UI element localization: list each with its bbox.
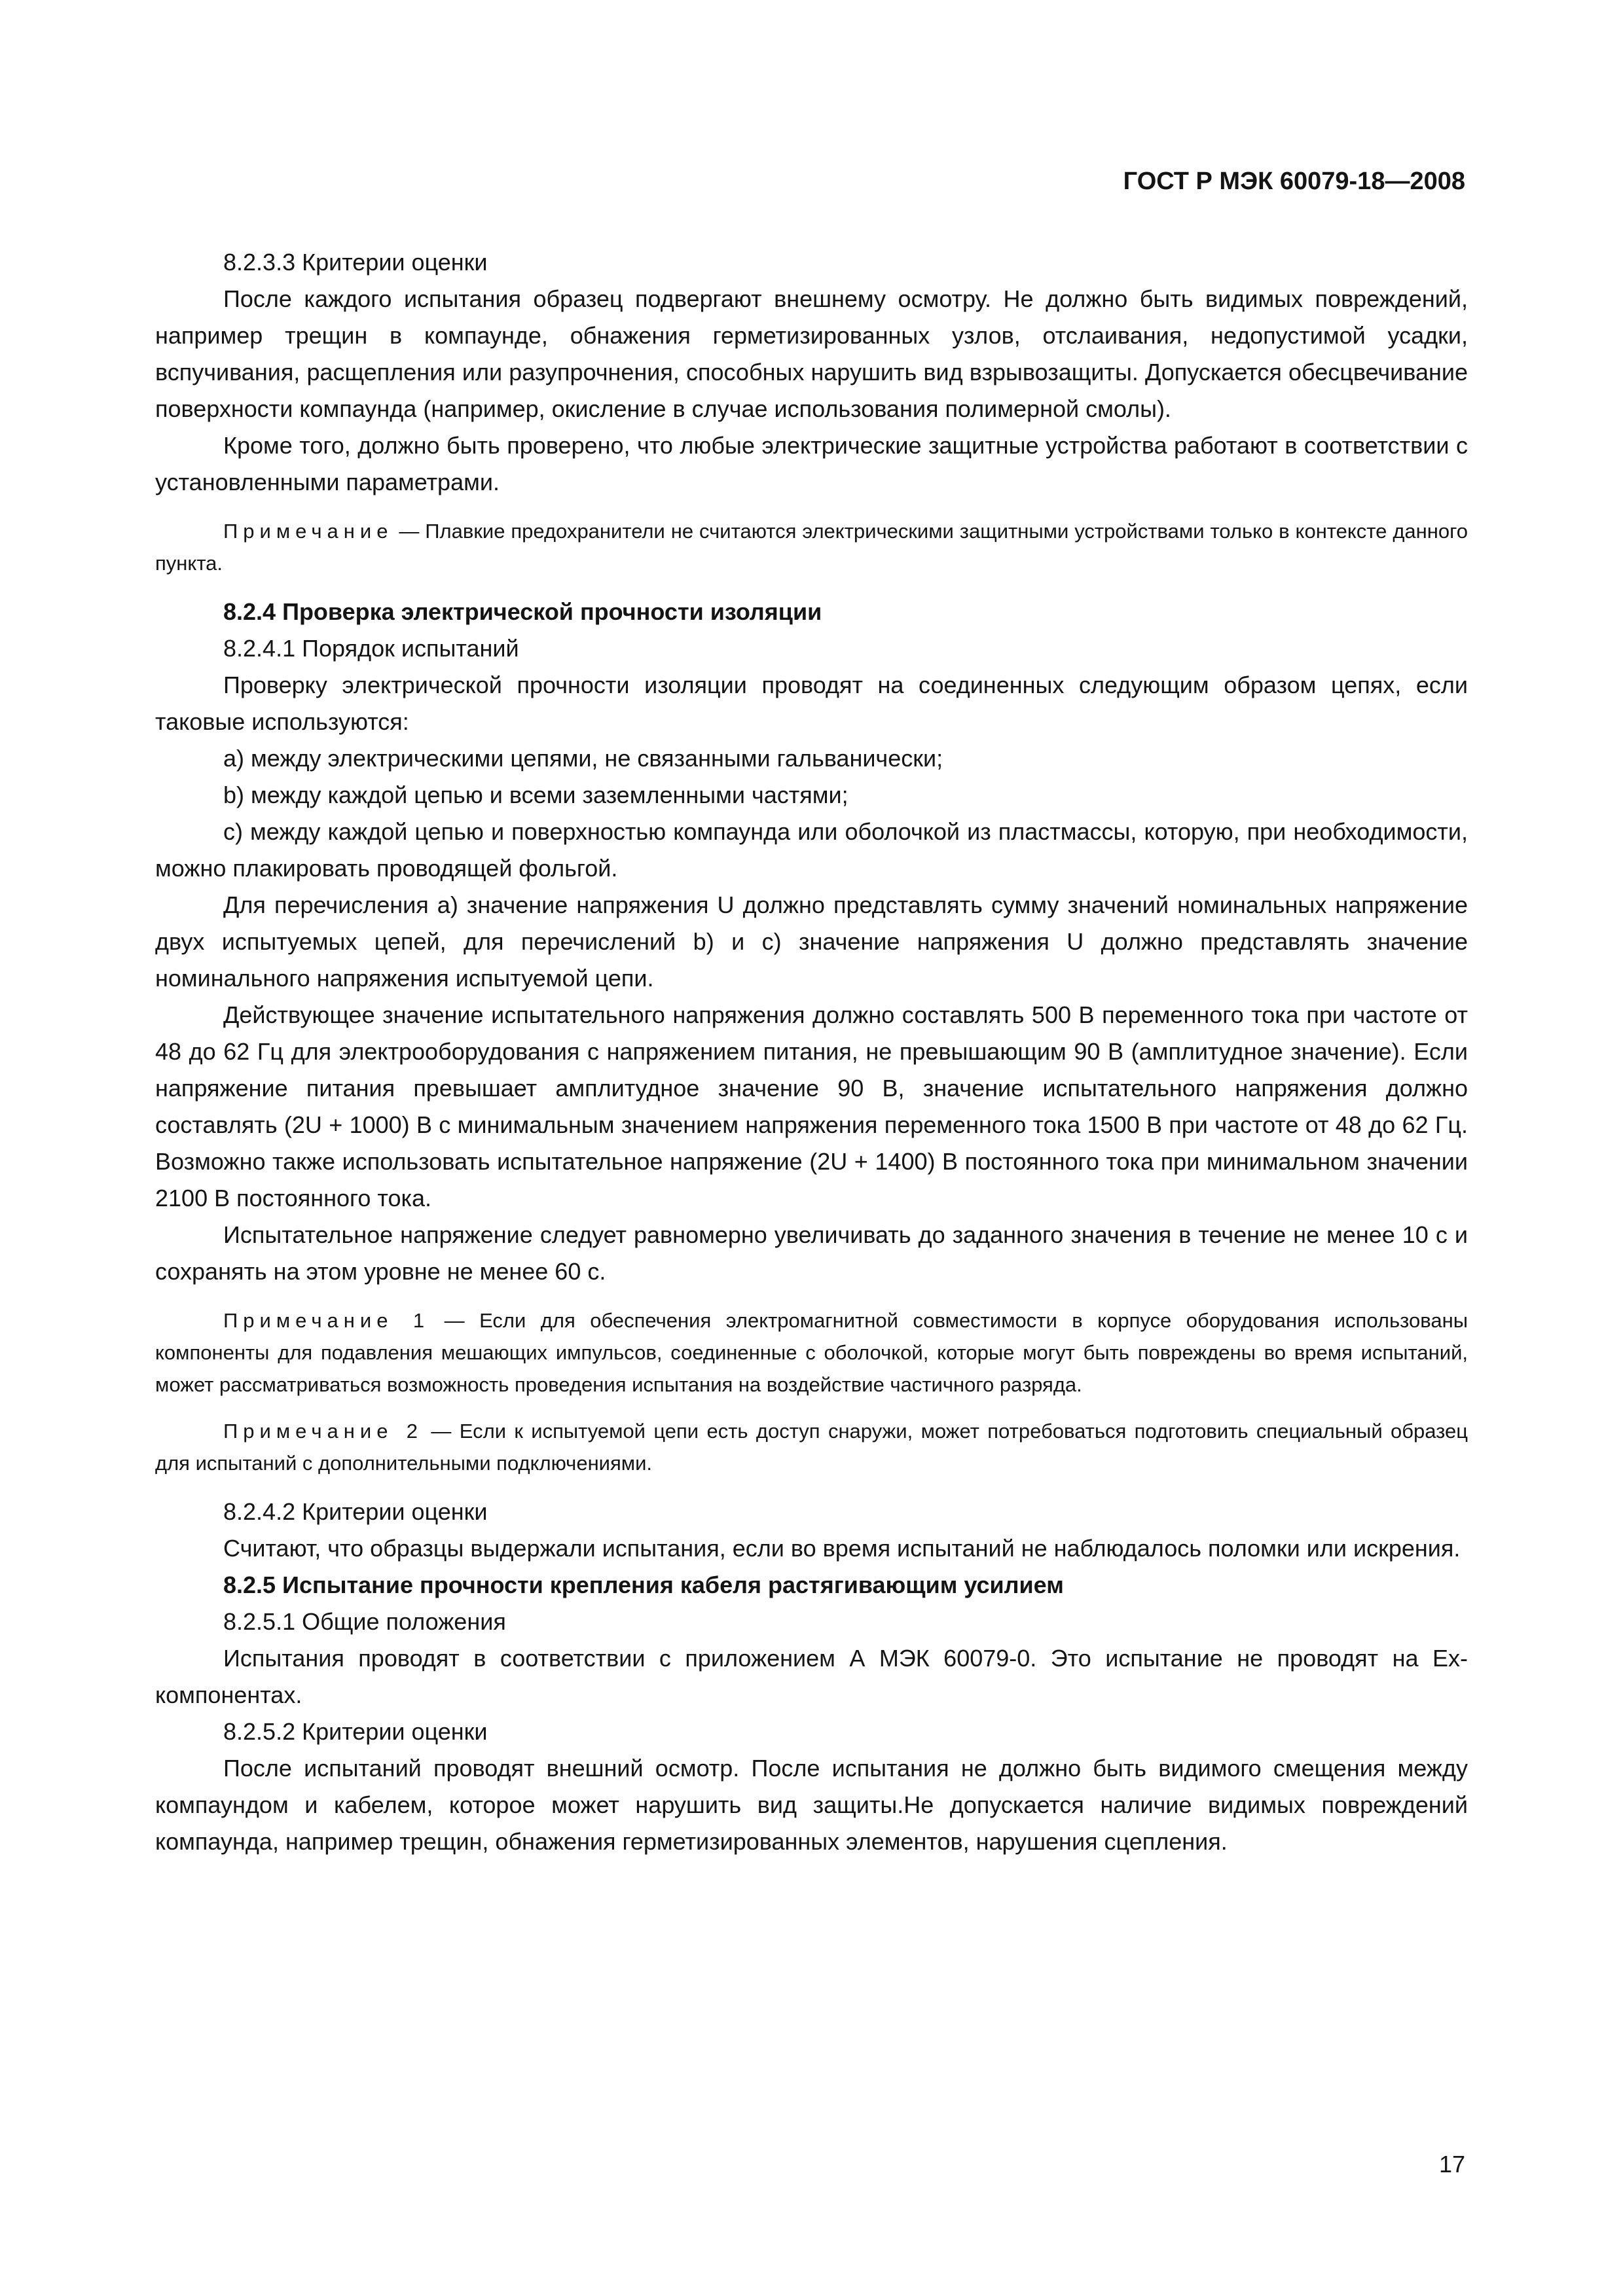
section-title-8-2-5-2: 8.2.5.2 Критерии оценки bbox=[223, 1718, 488, 1745]
section-heading-8-2-4: 8.2.4 Проверка электрической прочности изоляции bbox=[223, 598, 822, 625]
paragraph: Действующее значение испытательного напряжения должно составлять 500 В переменного тока при частоте от 48 до 62 Гц для электрооборудования с напряжением питания, не превышающим 90 В (амплитудное значение). Если напряжение питания превышает амплитудное значение 90 В, значение испытательного напряжения должно составлять (2U + 1000) В с минимальным значением напряжения переменного тока 1500 В при частоте от 48 до 62 Гц. Возможно также использовать испытательное напряжение (2U + 1400) В постоянного тока при минимальном значении 2100 В постоянного тока. bbox=[155, 1001, 1468, 1211]
note bbox=[155, 515, 1468, 579]
page-content bbox=[155, 244, 1468, 1860]
list-item-b: b) между каждой цепью и всеми заземленными частями; bbox=[223, 781, 848, 808]
paragraph: Испытательное напряжение следует равномерно увеличивать до заданного значения в течение не менее 10 с и сохранять на этом уровне не менее 60 с. bbox=[155, 1221, 1468, 1285]
note-text: — Если для обеспечения электромагнитной совместимости в корпусе оборудования использованы компоненты для подавления мешающих импульсов, соединенные с оболочкой, которые могут быть повреждены во время испытаний, может рассматриваться возможность проведения испытания на воздействие частичного разряда. bbox=[155, 1309, 1468, 1396]
page-number: 17 bbox=[1438, 2151, 1465, 2178]
note-label: Примечание 1 bbox=[223, 1309, 430, 1332]
paragraph: Кроме того, должно быть проверено, что любые электрические защитные устройства работают в соответствии с установленными параметрами. bbox=[155, 432, 1468, 495]
list-item-a: a) между электрическими цепями, не связанными гальванически; bbox=[223, 745, 943, 772]
section-title-8-2-4-2: 8.2.4.2 Критерии оценки bbox=[223, 1498, 488, 1525]
note-label: Примечание bbox=[223, 520, 393, 543]
note-label: Примечание 2 bbox=[223, 1420, 424, 1443]
paragraph: Для перечисления a) значение напряжения U должно представлять сумму значений номинальных напряжение двух испытуемых цепей, для перечислений b) и c) значение напряжения U должно представлять значение номинального напряжения испытуемой цепи. bbox=[155, 891, 1468, 992]
note-text: — Плавкие предохранители не считаются электрическими защитными устройствами только в контексте данного пункта. bbox=[155, 520, 1468, 575]
section-title-8-2-5-1: 8.2.5.1 Общие положения bbox=[223, 1608, 506, 1635]
note-text: — Если к испытуемой цепи есть доступ снаружи, может потребоваться подготовить специальный образец для испытаний с дополнительными подключениями. bbox=[155, 1420, 1468, 1475]
section-heading-8-2-5: 8.2.5 Испытание прочности крепления кабеля растягивающим усилием bbox=[223, 1571, 1064, 1598]
paragraph: Считают, что образцы выдержали испытания, если во время испытаний не наблюдалось поломки или искрения. bbox=[223, 1535, 1461, 1562]
section-title-8-2-4-1: 8.2.4.1 Порядок испытаний bbox=[223, 635, 519, 662]
document-code-header: ГОСТ Р МЭК 60079-18—2008 bbox=[1123, 168, 1465, 195]
paragraph: После испытаний проводят внешний осмотр. После испытания не должно быть видимого смещения между компаундом и кабелем, которое может нарушить вид защиты.Не допускается наличие видимых повреждений компаунда, например трещин, обнажения герметизированных элементов, нарушения сцепления. bbox=[155, 1755, 1468, 1855]
note bbox=[155, 1415, 1468, 1479]
paragraph: После каждого испытания образец подвергают внешнему осмотру. Не должно быть видимых повреждений, например трещин в компаунде, обнажения герметизированных узлов, отслаивания, недопустимой усадки, вспучивания, расщепления или разупрочнения, способных нарушить вид взрывозащиты. Допускается обесцвечивание поверхности компаунда (например, окисление в случае использования полимерной смолы). bbox=[155, 285, 1468, 422]
paragraph: Проверку электрической прочности изоляции проводят на соединенных следующим образом цепях, если таковые используются: bbox=[155, 672, 1468, 735]
section-title-8-2-3-3: 8.2.3.3 Критерии оценки bbox=[223, 249, 488, 276]
paragraph: Испытания проводят в соответствии с приложением А МЭК 60079-0. Это испытание не проводят на Ex-компонентах. bbox=[155, 1645, 1468, 1708]
note bbox=[155, 1304, 1468, 1401]
list-item-c: c) между каждой цепью и поверхностью компаунда или оболочкой из пластмассы, которую, при необходимости, можно плакировать проводящей фольгой. bbox=[155, 818, 1468, 882]
